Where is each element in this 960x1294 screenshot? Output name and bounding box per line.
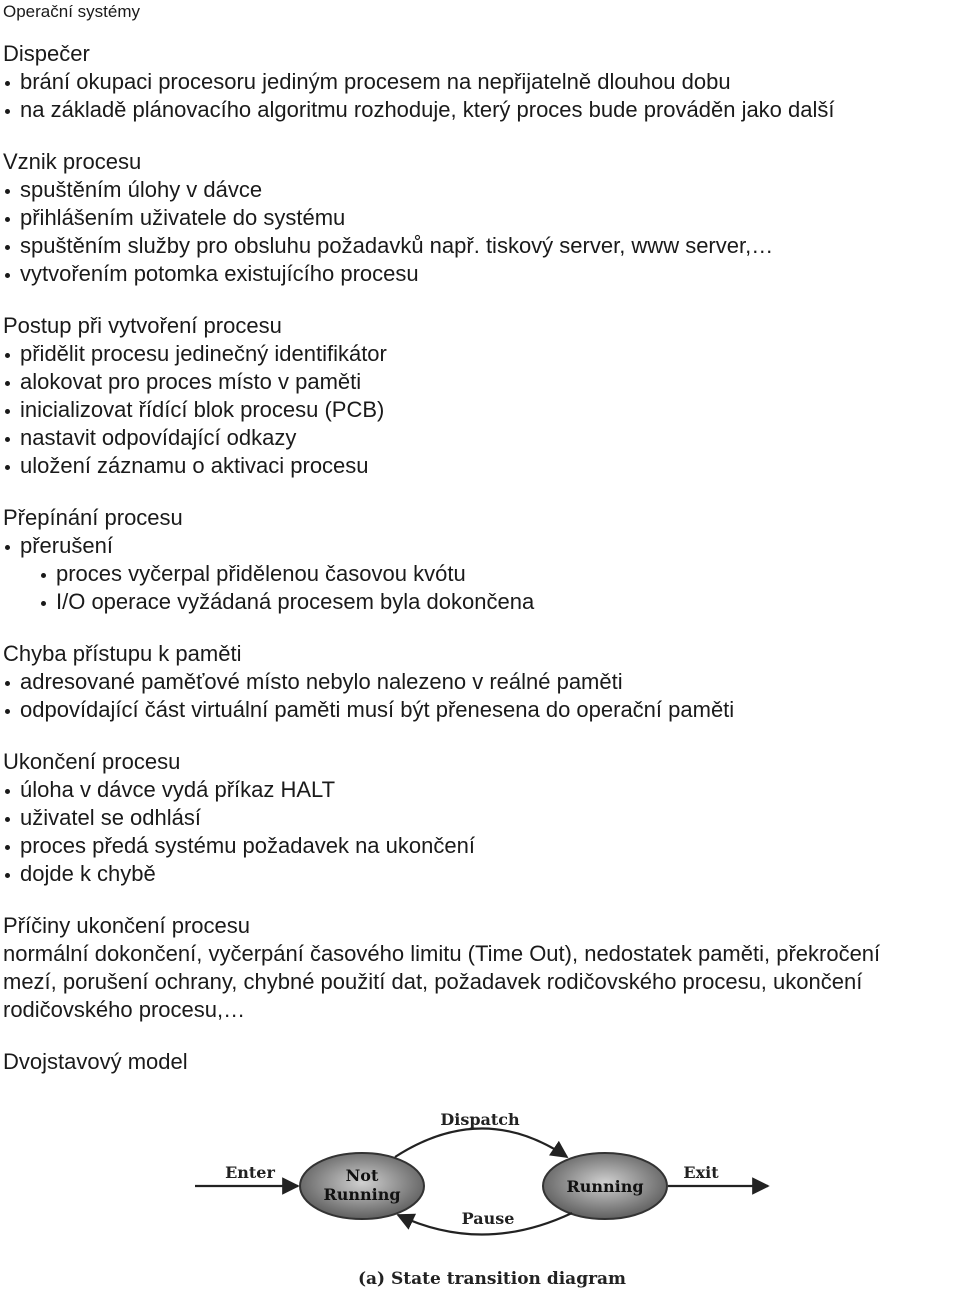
- section-priciny-ukonceni: [3, 912, 958, 1024]
- diagram-caption: (a) State transition diagram: [357, 1269, 627, 1289]
- section-heading: Dispečer: [3, 41, 90, 66]
- paragraph-line: normální dokončení, vyčerpání časového limitu (Time Out), nedostatek paměti, překročení: [3, 941, 881, 966]
- list-item: přerušení: [3, 532, 958, 560]
- section-dispecer: [3, 40, 958, 124]
- bullet-list: [3, 176, 958, 288]
- sub-list-item: I/O operace vyžádaná procesem byla dokončena: [3, 588, 958, 616]
- list-item: nastavit odpovídající odkazy: [3, 424, 958, 452]
- section-heading: Příčiny ukončení procesu: [3, 913, 251, 938]
- section-postup-vytvoreni: [3, 312, 958, 480]
- bullet-list: [3, 668, 958, 724]
- state-transition-diagram: [0, 1095, 960, 1294]
- bullet-list: [3, 340, 958, 480]
- bullet-list: [3, 776, 958, 888]
- section-ukonceni-procesu: [3, 748, 958, 888]
- list-item: proces předá systému požadavek na ukončení: [3, 832, 958, 860]
- list-item: přidělit procesu jedinečný identifikátor: [3, 340, 958, 368]
- section-heading: Vznik procesu: [3, 149, 142, 174]
- section-vznik-procesu: [3, 148, 958, 288]
- not-running-label-line1: Not: [345, 1166, 379, 1185]
- dispatch-arrow: [395, 1129, 567, 1158]
- section-heading: Postup při vytvoření procesu: [3, 313, 282, 338]
- list-item: dojde k chybě: [3, 860, 958, 888]
- section-heading: Ukončení procesu: [3, 749, 181, 774]
- list-item: spuštěním úlohy v dávce: [3, 176, 958, 204]
- pause-label: Pause: [461, 1209, 515, 1228]
- section-heading: Chyba přístupu k paměti: [3, 641, 242, 666]
- bullet-list: [3, 532, 958, 560]
- section-heading: Přepínání procesu: [3, 505, 183, 530]
- section-chyba-pristupu: [3, 640, 958, 724]
- paragraph-line: rodičovského procesu,…: [3, 997, 246, 1022]
- list-item: na základě plánovacího algoritmu rozhoduje, který proces bude prováděn jako další: [3, 96, 958, 124]
- page-header: Operační systémy: [3, 2, 140, 21]
- sub-list-item: proces vyčerpal přidělenou časovou kvótu: [3, 560, 958, 588]
- list-item: úloha v dávce vydá příkaz HALT: [3, 776, 958, 804]
- list-item: uložení záznamu o aktivaci procesu: [3, 452, 958, 480]
- section-prepinani-procesu: [3, 504, 958, 616]
- section-dvojstavovy-model: [3, 1048, 958, 1076]
- list-item: vytvořením potomka existujícího procesu: [3, 260, 958, 288]
- paragraph-line: mezí, porušení ochrany, chybné použití dat, požadavek rodičovského procesu, ukončení: [3, 969, 863, 994]
- list-item: spuštěním služby pro obsluhu požadavků např. tiskový server, www server,…: [3, 232, 958, 260]
- list-item: alokovat pro proces místo v paměti: [3, 368, 958, 396]
- list-item: adresované paměťové místo nebylo nalezeno v reálné paměti: [3, 668, 958, 696]
- list-item: odpovídající část virtuální paměti musí být přenesena do operační paměti: [3, 696, 958, 724]
- dispatch-label: Dispatch: [440, 1110, 520, 1129]
- list-item: uživatel se odhlásí: [3, 804, 958, 832]
- running-label: Running: [566, 1177, 644, 1196]
- bullet-list: [3, 68, 958, 124]
- list-item: přihlášením uživatele do systému: [3, 204, 958, 232]
- exit-label: Exit: [683, 1163, 719, 1182]
- section-heading: Dvojstavový model: [3, 1049, 188, 1074]
- enter-label: Enter: [225, 1163, 275, 1182]
- list-item: inicializovat řídící blok procesu (PCB): [3, 396, 958, 424]
- sub-bullet-list: [3, 560, 958, 616]
- list-item: brání okupaci procesoru jediným procesem na nepřijatelně dlouhou dobu: [3, 68, 958, 96]
- not-running-label-line2: Running: [323, 1185, 401, 1204]
